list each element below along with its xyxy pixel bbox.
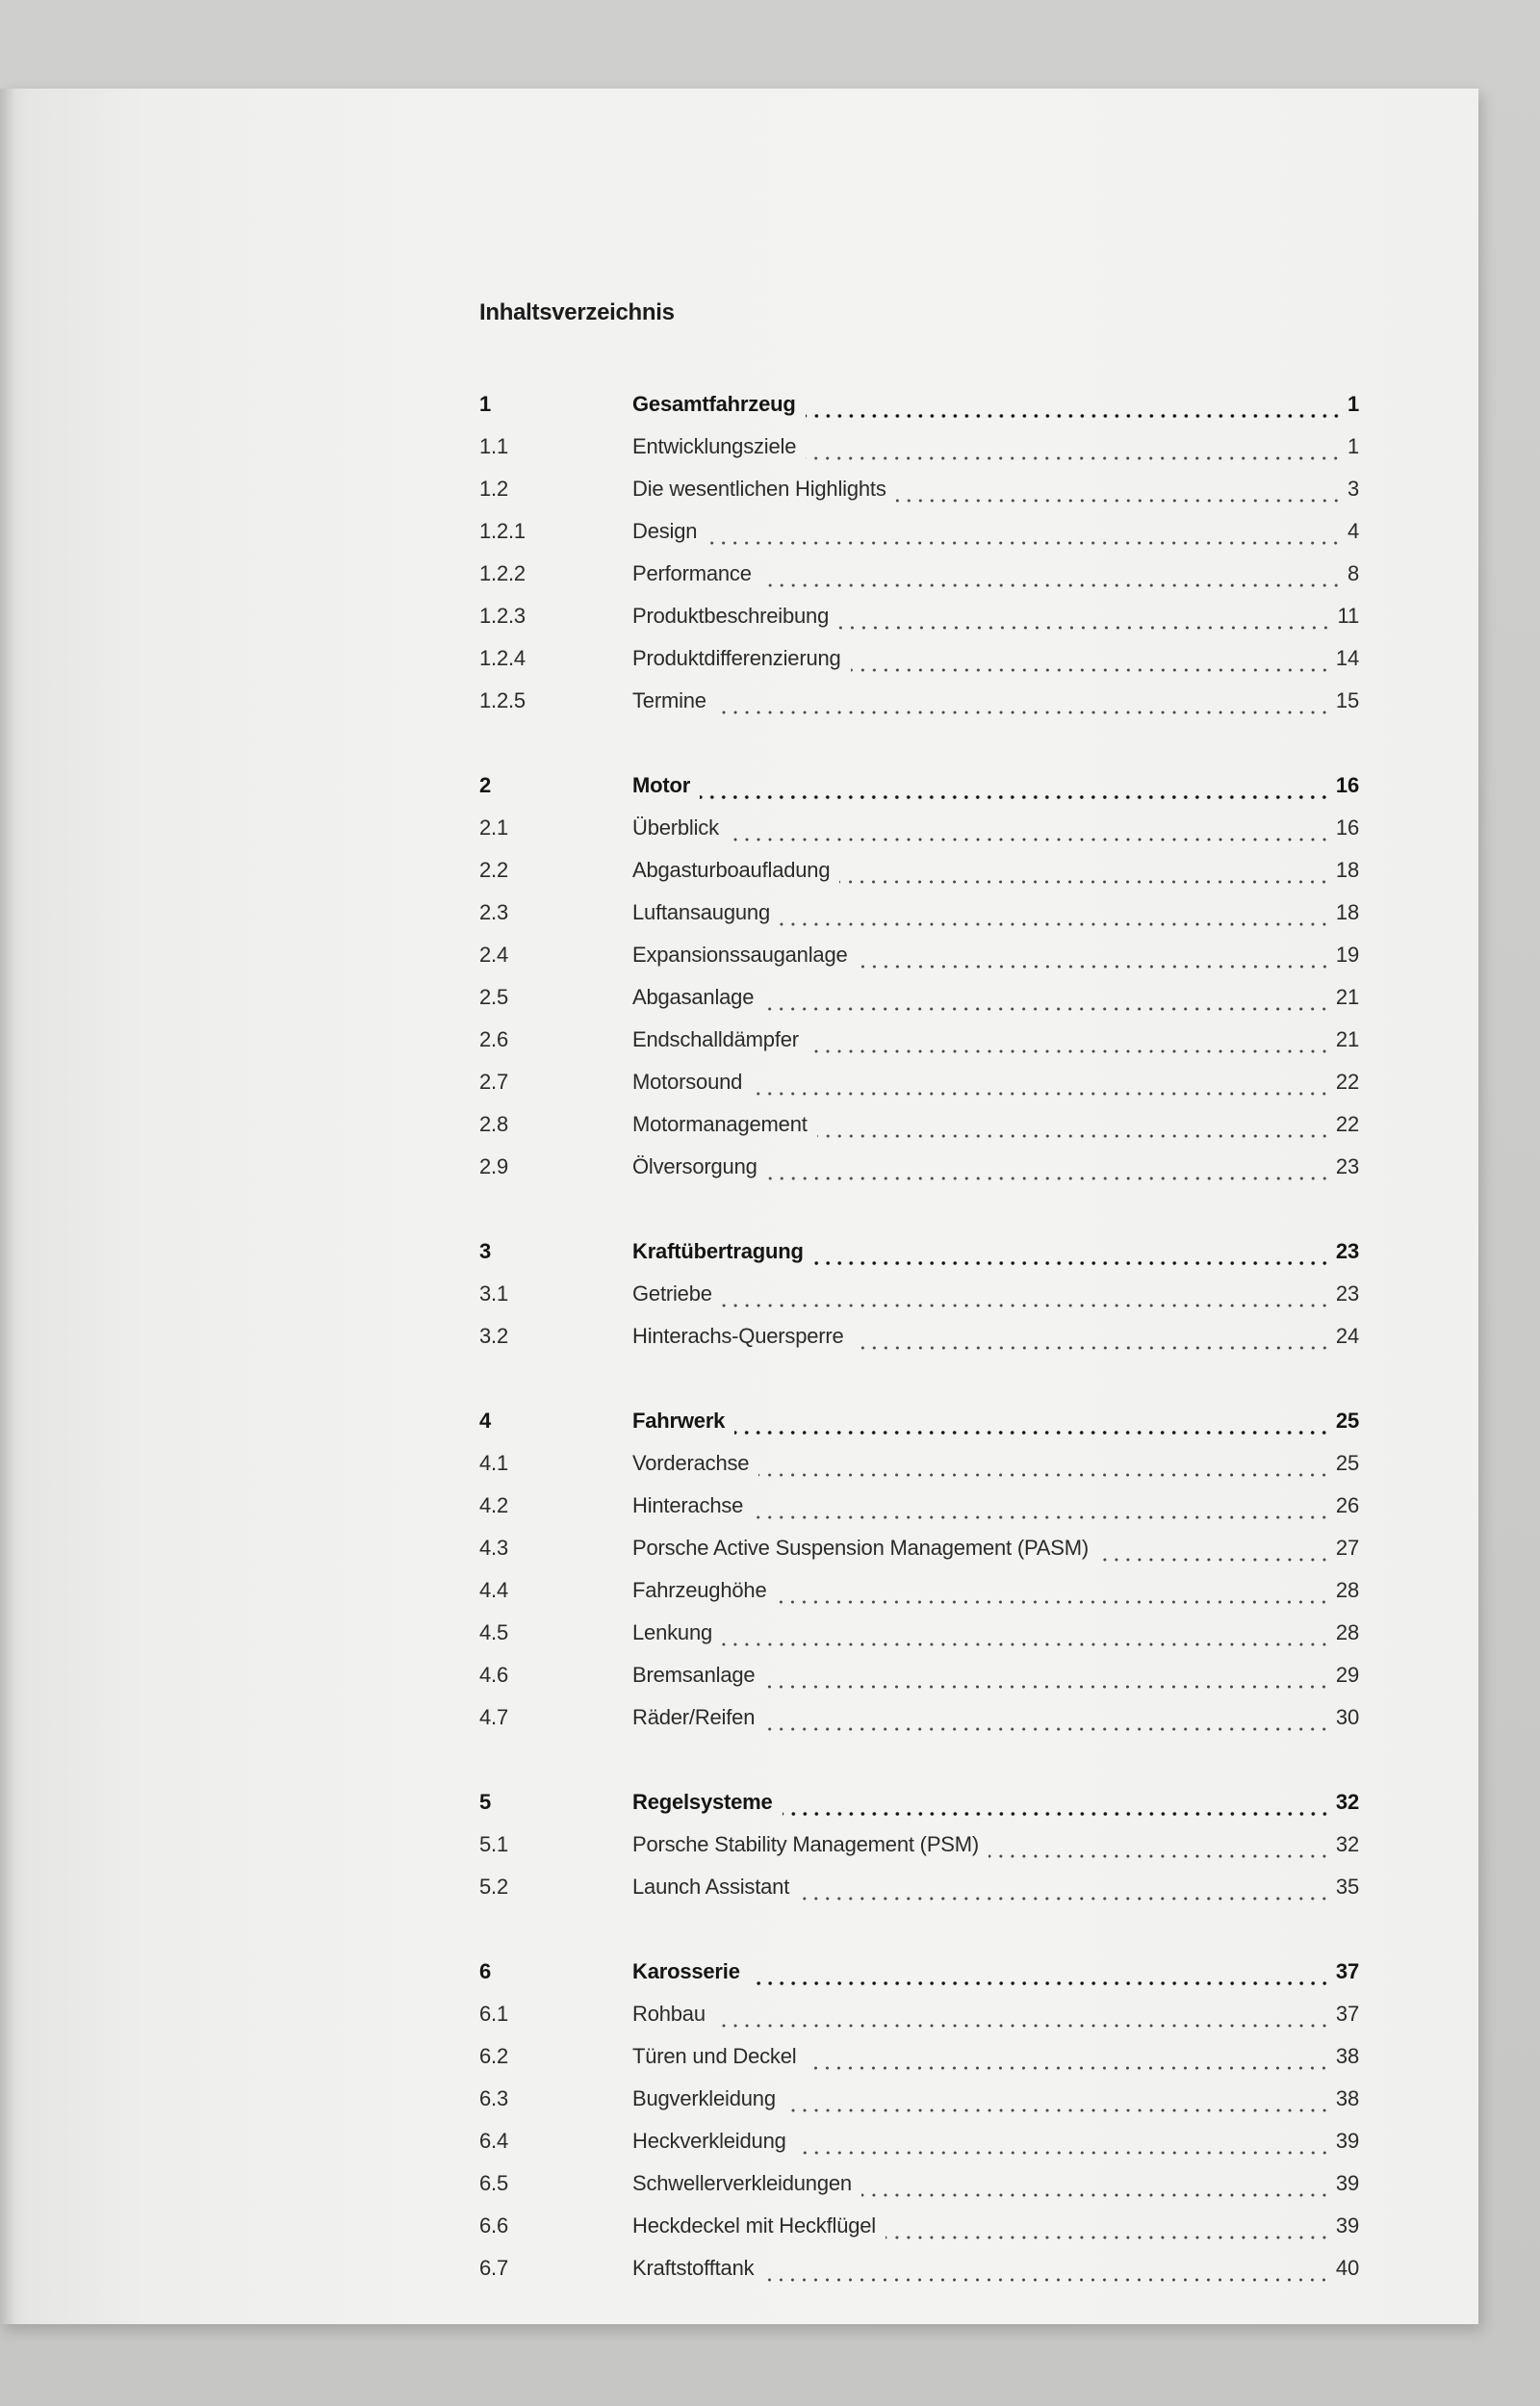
- dot-leader: [734, 1400, 1330, 1442]
- dot-leader: [753, 1485, 1330, 1527]
- toc-entry-row: [479, 1061, 1359, 1103]
- dot-leader: [722, 1273, 1330, 1315]
- entry-page-number: 40: [1335, 2256, 1359, 2280]
- dot-leader: [796, 2120, 1330, 2162]
- dot-leader: [722, 1612, 1330, 1654]
- toc-entry-row: [479, 1485, 1359, 1527]
- entry-page-number: 15: [1335, 688, 1359, 712]
- entry-page-number: 14: [1335, 646, 1359, 670]
- toc-entry-row: [479, 1146, 1359, 1188]
- entry-number: 1.1: [479, 434, 508, 458]
- entry-title: Bremsanlage: [632, 1663, 756, 1687]
- entry-page-number: 19: [1335, 943, 1359, 967]
- entry-number: 4.6: [479, 1663, 508, 1687]
- toc-entry-row: [479, 976, 1359, 1019]
- entry-page-number: 37: [1335, 2002, 1359, 2026]
- entry-title: Hinterachse: [632, 1493, 744, 1517]
- dot-leader: [858, 934, 1330, 976]
- dot-leader: [806, 426, 1342, 468]
- entry-title: Abgasturboaufladung: [632, 858, 831, 882]
- entry-title: Ölversorgung: [632, 1154, 757, 1178]
- entry-title: Luftansaugung: [632, 900, 770, 924]
- toc-entry-row: [479, 510, 1359, 553]
- dot-leader: [750, 1951, 1330, 1993]
- toc-entry-row: [479, 595, 1359, 637]
- entry-number: 4.2: [479, 1493, 508, 1517]
- toc-chapter-row: [479, 1400, 1359, 1442]
- dot-leader: [813, 1230, 1330, 1273]
- entry-number: 6: [479, 1959, 492, 1983]
- dot-leader: [988, 1824, 1330, 1866]
- entry-title: Lenkung: [632, 1620, 713, 1644]
- entry-page-number: 23: [1335, 1281, 1359, 1306]
- dot-leader: [700, 764, 1330, 807]
- entry-page-number: 30: [1335, 1705, 1359, 1729]
- entry-page-number: 26: [1335, 1493, 1359, 1517]
- toc-entry-row: [479, 1569, 1359, 1612]
- entry-number: 1.2.5: [479, 688, 526, 712]
- toc-chapter-row: [479, 1951, 1359, 1993]
- toc-section: [479, 764, 1359, 1188]
- toc-entry-row: [479, 468, 1359, 510]
- entry-number: 1.2: [479, 477, 508, 501]
- toc-entry-row: [479, 1103, 1359, 1146]
- dot-leader: [761, 553, 1342, 595]
- dot-leader: [763, 2247, 1330, 2290]
- entry-number: 1.2.4: [479, 646, 526, 670]
- dot-leader: [806, 2035, 1329, 2078]
- entry-number: 4.1: [479, 1451, 508, 1475]
- toc-entry-row: [479, 1315, 1359, 1358]
- entry-number: 3.2: [479, 1324, 508, 1348]
- toc-entry-row: [479, 1527, 1359, 1569]
- entry-number: 4.5: [479, 1620, 508, 1644]
- entry-page-number: 38: [1335, 2044, 1359, 2068]
- entry-page-number: 32: [1335, 1832, 1359, 1856]
- entry-page-number: 23: [1335, 1154, 1359, 1178]
- toc-section: [479, 1230, 1359, 1358]
- toc-chapter-row: [479, 1230, 1359, 1273]
- table-of-contents: [479, 298, 1359, 2332]
- entry-title: Produktdifferenzierung: [632, 646, 841, 670]
- entry-title: Rohbau: [632, 2002, 706, 2026]
- entry-number: 6.2: [479, 2044, 508, 2068]
- entry-page-number: 25: [1335, 1451, 1359, 1475]
- dot-leader: [764, 1654, 1329, 1696]
- toc-section: [479, 1781, 1359, 1908]
- entry-page-number: 32: [1335, 1790, 1359, 1814]
- entry-title: Produktbeschreibung: [632, 604, 830, 628]
- toc-section: [479, 1951, 1359, 2290]
- entry-number: 1.2.1: [479, 519, 526, 543]
- toc-entry-row: [479, 2035, 1359, 2078]
- dot-leader: [1098, 1527, 1330, 1569]
- entry-title: Schwellerverkleidungen: [632, 2171, 852, 2195]
- toc-entry-row: [479, 2078, 1359, 2120]
- entry-page-number: 24: [1335, 1324, 1359, 1348]
- entry-number: 2.8: [479, 1112, 508, 1136]
- toc-entry-row: [479, 1866, 1359, 1908]
- entry-number: 6.3: [479, 2086, 508, 2110]
- entry-page-number: 4: [1347, 519, 1359, 543]
- toc-entry-row: [479, 2162, 1359, 2205]
- entry-title: Performance: [632, 561, 752, 585]
- entry-title: Design: [632, 519, 698, 543]
- toc-list: [479, 383, 1359, 2290]
- toc-entry-row: [479, 1442, 1359, 1485]
- toc-entry-row: [479, 1612, 1359, 1654]
- toc-chapter-row: [479, 764, 1359, 807]
- entry-page-number: 23: [1335, 1239, 1359, 1263]
- toc-entry-row: [479, 2205, 1359, 2247]
- entry-title: Bugverkleidung: [632, 2086, 776, 2110]
- entry-title: Entwicklungsziele: [632, 434, 797, 458]
- entry-page-number: 1: [1347, 434, 1359, 458]
- entry-title: Räder/Reifen: [632, 1705, 756, 1729]
- dot-leader: [767, 1146, 1330, 1188]
- entry-number: 2.7: [479, 1070, 508, 1094]
- entry-number: 1.2.3: [479, 604, 526, 628]
- entry-number: 4.3: [479, 1536, 508, 1560]
- dot-leader: [783, 1781, 1330, 1824]
- entry-title: Termine: [632, 688, 706, 712]
- entry-title: Regelsysteme: [632, 1790, 773, 1814]
- entry-page-number: 1: [1347, 392, 1359, 416]
- dot-leader: [851, 637, 1330, 680]
- toc-section: [479, 1400, 1359, 1739]
- page-title: Inhaltsverzeichnis: [479, 299, 675, 325]
- entry-title: Abgasanlage: [632, 985, 755, 1009]
- entry-number: 5.2: [479, 1875, 508, 1899]
- entry-title: Motormanagement: [632, 1112, 808, 1136]
- entry-page-number: 28: [1335, 1578, 1359, 1602]
- toc-section: [479, 383, 1359, 722]
- entry-number: 4: [479, 1409, 492, 1433]
- toc-entry-row: [479, 426, 1359, 468]
- entry-number: 2.6: [479, 1027, 508, 1051]
- dot-leader: [808, 1019, 1330, 1061]
- toc-entry-row: [479, 1273, 1359, 1315]
- toc-entry-row: [479, 1654, 1359, 1696]
- entry-title: Expansionssauganlage: [632, 943, 848, 967]
- entry-page-number: 27: [1335, 1536, 1359, 1560]
- entry-title: Die wesentlichen Highlights: [632, 477, 886, 501]
- entry-title: Motor: [632, 773, 691, 797]
- dot-leader: [886, 2205, 1330, 2247]
- toc-entry-row: [479, 637, 1359, 680]
- entry-page-number: 28: [1335, 1620, 1359, 1644]
- entry-title: Vorderachse: [632, 1451, 750, 1475]
- entry-page-number: 21: [1335, 985, 1359, 1009]
- entry-number: 1.2.2: [479, 561, 526, 585]
- entry-number: 2.5: [479, 985, 508, 1009]
- toc-entry-row: [479, 2120, 1359, 2162]
- toc-entry-row: [479, 807, 1359, 849]
- entry-title: Hinterachs-Quersperre: [632, 1324, 844, 1348]
- entry-number: 2.3: [479, 900, 508, 924]
- dot-leader: [799, 1866, 1330, 1908]
- toc-chapter-row: [479, 383, 1359, 426]
- dot-leader: [715, 1993, 1330, 2035]
- entry-title: Türen und Deckel: [632, 2044, 797, 2068]
- entry-page-number: 18: [1335, 900, 1359, 924]
- entry-title: Kraftübertragung: [632, 1239, 804, 1263]
- entry-page-number: 18: [1335, 858, 1359, 882]
- dot-leader: [839, 849, 1330, 892]
- entry-number: 6.1: [479, 2002, 508, 2026]
- toc-entry-row: [479, 2247, 1359, 2290]
- entry-title: Heckdeckel mit Heckflügel: [632, 2213, 876, 2238]
- entry-number: 6.6: [479, 2213, 508, 2238]
- dot-leader: [776, 1569, 1329, 1612]
- toc-chapter-row: [479, 1781, 1359, 1824]
- entry-number: 6.4: [479, 2129, 508, 2153]
- toc-entry-row: [479, 1019, 1359, 1061]
- entry-number: 1: [479, 392, 492, 416]
- dot-leader: [806, 383, 1342, 426]
- entry-title: Überblick: [632, 815, 719, 840]
- entry-title: Kraftstofftank: [632, 2256, 755, 2280]
- entry-page-number: 25: [1335, 1409, 1359, 1433]
- entry-page-number: 22: [1335, 1112, 1359, 1136]
- entry-number: 5.1: [479, 1832, 508, 1856]
- entry-title: Endschalldämpfer: [632, 1027, 799, 1051]
- dot-leader: [763, 976, 1330, 1019]
- toc-entry-row: [479, 934, 1359, 976]
- toc-entry-row: [479, 553, 1359, 595]
- entry-page-number: 8: [1347, 561, 1359, 585]
- book-page: [0, 89, 1478, 2324]
- dot-leader: [716, 680, 1330, 722]
- toc-entry-row: [479, 1993, 1359, 2035]
- dot-leader: [854, 1315, 1330, 1358]
- entry-page-number: 3: [1347, 477, 1359, 501]
- entry-title: Motorsound: [632, 1070, 743, 1094]
- dot-leader: [896, 468, 1342, 510]
- entry-page-number: 35: [1335, 1875, 1359, 1899]
- entry-page-number: 39: [1335, 2171, 1359, 2195]
- entry-page-number: 29: [1335, 1663, 1359, 1687]
- dot-leader: [758, 1442, 1330, 1485]
- entry-number: 3: [479, 1239, 492, 1263]
- entry-page-number: 38: [1335, 2086, 1359, 2110]
- dot-leader: [861, 2162, 1330, 2205]
- dot-leader: [729, 807, 1330, 849]
- entry-title: Heckverkleidung: [632, 2129, 786, 2153]
- entry-page-number: 16: [1335, 773, 1359, 797]
- entry-title: Fahrwerk: [632, 1409, 726, 1433]
- entry-page-number: 37: [1335, 1959, 1359, 1983]
- dot-leader: [780, 892, 1330, 934]
- dot-leader: [838, 595, 1331, 637]
- entry-page-number: 16: [1335, 815, 1359, 840]
- dot-leader: [706, 510, 1342, 553]
- toc-entry-row: [479, 892, 1359, 934]
- entry-number: 2.2: [479, 858, 508, 882]
- toc-entry-row: [479, 1696, 1359, 1739]
- entry-page-number: 39: [1335, 2129, 1359, 2153]
- entry-page-number: 22: [1335, 1070, 1359, 1094]
- toc-entry-row: [479, 680, 1359, 722]
- dot-leader: [817, 1103, 1330, 1146]
- entry-title: Getriebe: [632, 1281, 712, 1306]
- entry-page-number: 11: [1337, 604, 1359, 628]
- dot-leader: [752, 1061, 1330, 1103]
- entry-title: Porsche Active Suspension Management (PASM): [632, 1536, 1090, 1560]
- entry-number: 3.1: [479, 1281, 508, 1306]
- entry-number: 6.5: [479, 2171, 508, 2195]
- toc-entry-row: [479, 849, 1359, 892]
- entry-page-number: 21: [1335, 1027, 1359, 1051]
- entry-number: 5: [479, 1790, 492, 1814]
- toc-entry-row: [479, 1824, 1359, 1866]
- entry-number: 2.4: [479, 943, 508, 967]
- entry-number: 6.7: [479, 2256, 508, 2280]
- entry-title: Gesamtfahrzeug: [632, 392, 796, 416]
- entry-title: Porsche Stability Management (PSM): [632, 1832, 980, 1856]
- entry-page-number: 39: [1335, 2213, 1359, 2238]
- entry-title: Fahrzeughöhe: [632, 1578, 767, 1602]
- entry-title: Launch Assistant: [632, 1875, 790, 1899]
- entry-number: 4.4: [479, 1578, 508, 1602]
- dot-leader: [785, 2078, 1330, 2120]
- entry-title: Karosserie: [632, 1959, 740, 1983]
- entry-number: 4.7: [479, 1705, 508, 1729]
- dot-leader: [764, 1696, 1330, 1739]
- entry-number: 2.9: [479, 1154, 508, 1178]
- entry-number: 2: [479, 773, 492, 797]
- entry-number: 2.1: [479, 815, 508, 840]
